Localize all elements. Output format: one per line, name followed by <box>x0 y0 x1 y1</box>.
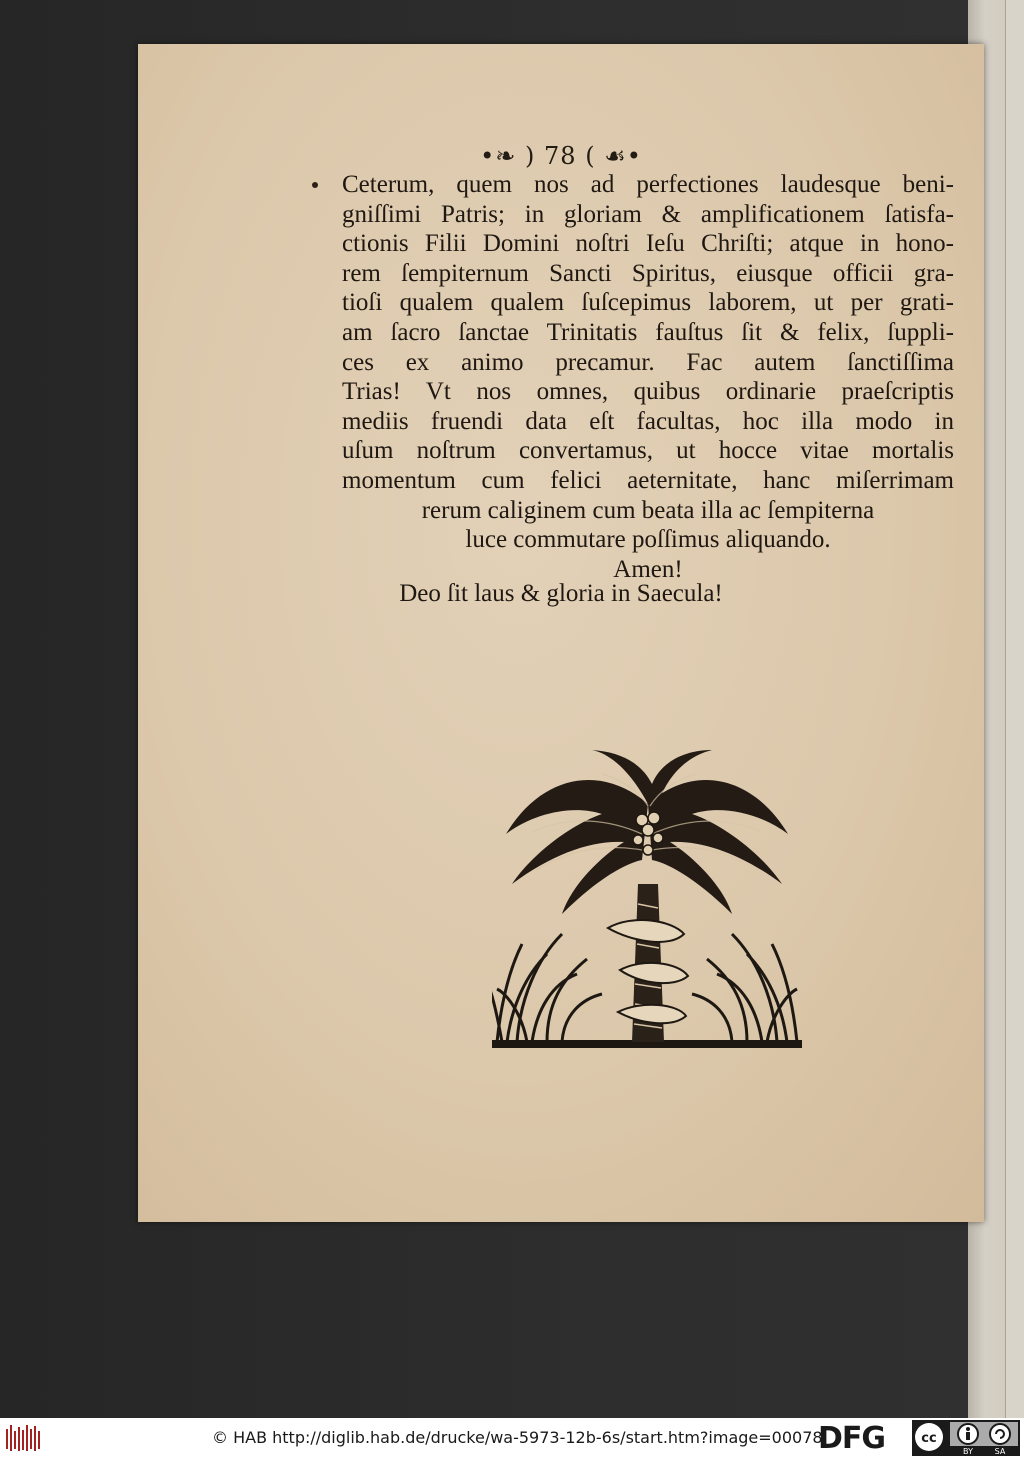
text-line: rerum caliginem cum beata illa ac ſempiterna <box>421 496 875 524</box>
page-header: •❧ ) 78 ( ☙• <box>480 142 642 170</box>
text-line: momentum cum felici aeternitate, hanc miſerrimam <box>342 466 954 494</box>
amen-line: Amen! <box>613 555 683 583</box>
license-sa-label: SA <box>994 1447 1006 1456</box>
text-line: mediis fruendi data eſt facultas, hoc illa modo in <box>342 407 954 435</box>
body-text <box>342 170 954 584</box>
text-line: uſum noſtrum convertamus, ut hocce vitae mortalis <box>342 437 954 465</box>
text-line: ctionis Filii Domini noſtri Ieſu Chriſti; atque in hono- <box>342 230 954 258</box>
text-line: Ceterum, quem nos ad perfectiones laudesque beni- <box>342 171 954 198</box>
text-line: am ſacro ſanctae Trinitatis fauſtus ſit & felix, ſuppli- <box>342 318 954 346</box>
barcode-icon <box>6 1425 40 1451</box>
text-line: Trias! Vt nos omnes, quibus ordinarie praeſcriptis <box>342 378 954 406</box>
text-line: rem ſempiternum Sancti Spiritus, eiusque officii gra- <box>342 259 954 287</box>
license-by-label: BY <box>963 1447 973 1456</box>
text-line: gniſſimi Patris; in gloriam & amplificationem ſatisfa- <box>342 200 954 228</box>
dfg-logo: DFG <box>818 1421 886 1456</box>
text-line: luce commutare poſſimus aliquando. <box>465 526 831 554</box>
cc-by-sa-icon[interactable] <box>912 1420 1020 1456</box>
text-line: ces ex animo precamur. Fac autem ſanctiſſima <box>342 348 954 376</box>
palm-tree-woodcut-icon <box>492 744 802 1056</box>
svg-text:cc: cc <box>921 1431 937 1446</box>
text-line: tioſi qualem qualem ſuſcepimus laborem, ut per grati- <box>342 289 954 317</box>
viewer-footer <box>0 1418 1024 1458</box>
margin-mark <box>312 182 318 188</box>
book-page <box>138 44 984 1222</box>
doxology: Deo ſit laus & gloria in Saecula! <box>399 580 723 607</box>
citation-link[interactable]: © HAB http://diglib.hab.de/drucke/wa-5973-12b-6s/start.htm?image=00078 <box>212 1428 823 1447</box>
facing-page-margin <box>1005 0 1024 1418</box>
